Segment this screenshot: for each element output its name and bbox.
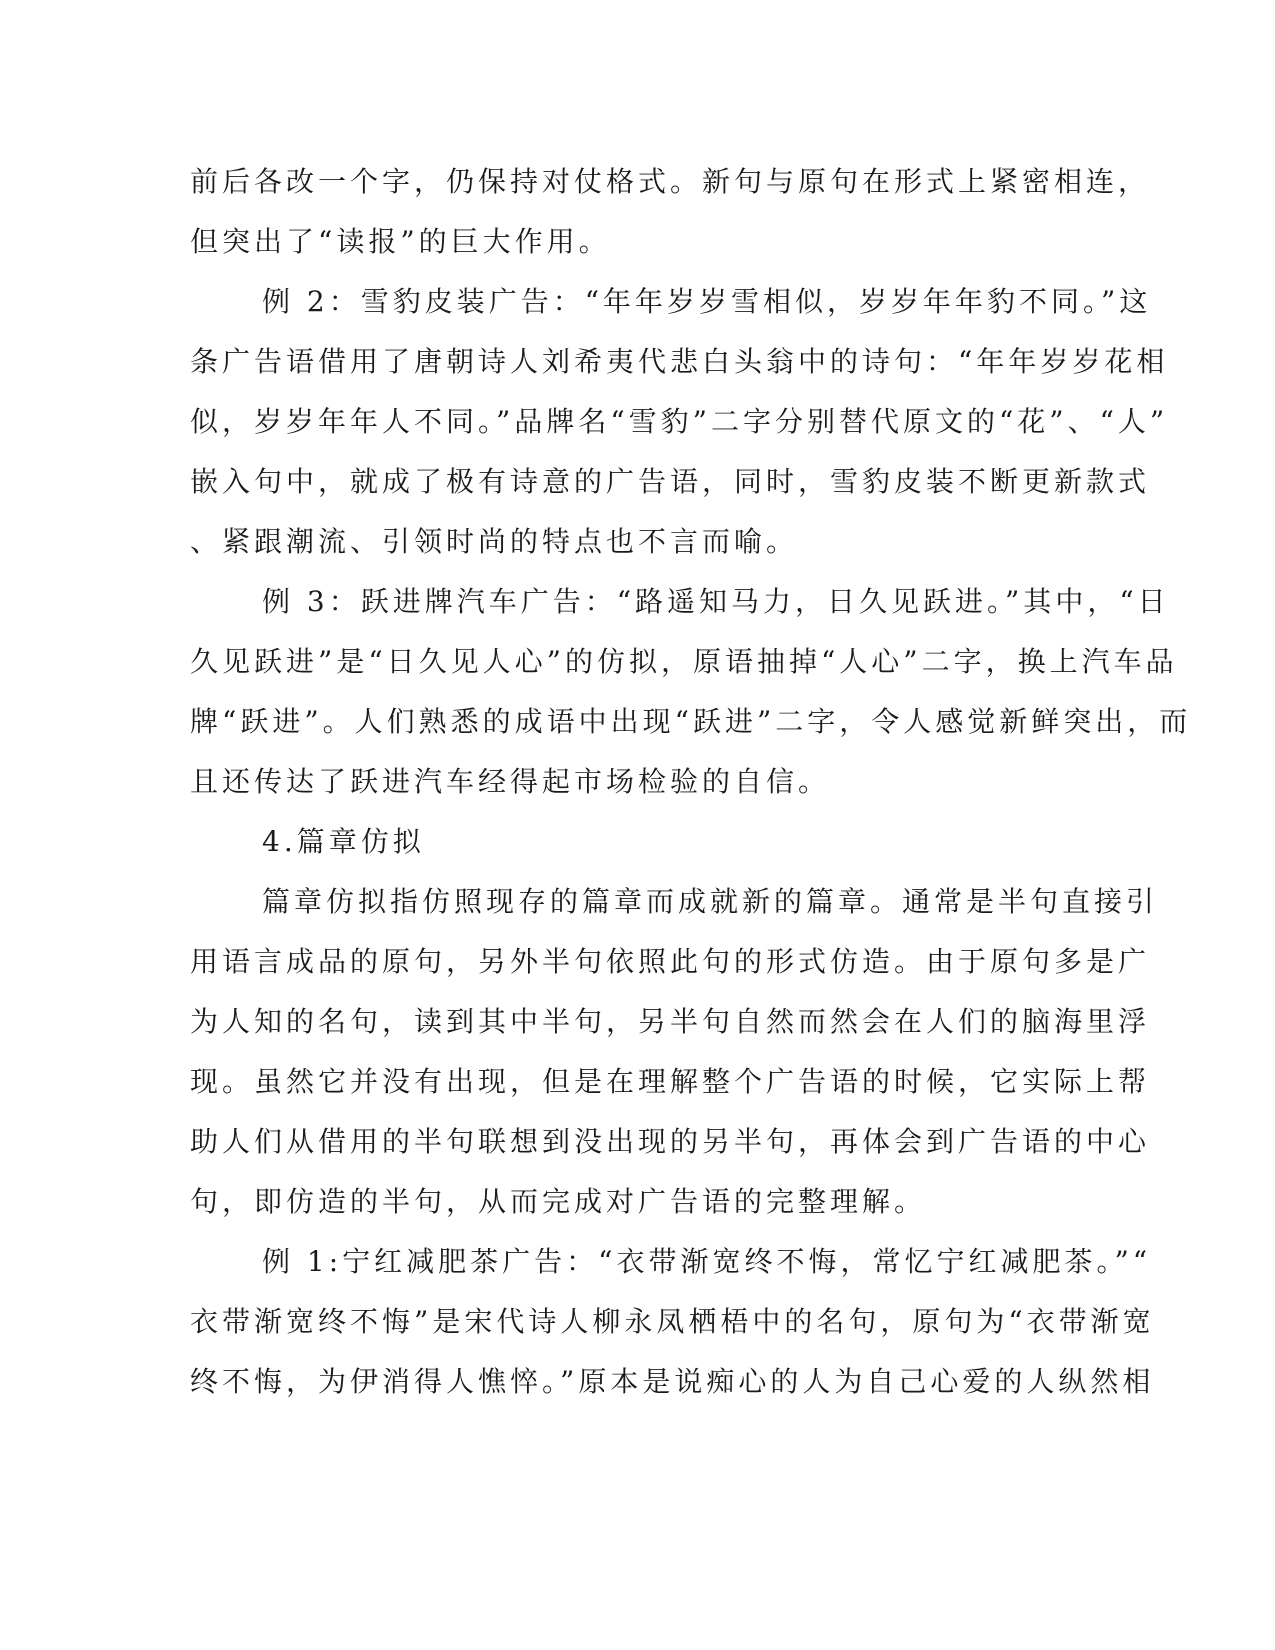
text-line: 助人们从借用的半句联想到没出现的另半句，再体会到广告语的中心 xyxy=(190,1125,1151,1158)
text-line: 终不悔，为伊消得人憔悴。”原本是说痴心的人为自己心爱的人纵然相 xyxy=(190,1365,1155,1398)
paragraph-line: 篇章仿拟指仿照现存的篇章而成就新的篇章。通常是半句直接引 xyxy=(262,885,1159,918)
text-line: 现。虽然它并没有出现，但是在理解整个广告语的时候，它实际上帮 xyxy=(190,1065,1151,1098)
text-line: 且还传达了跃进汽车经得起市场检验的自信。 xyxy=(190,765,831,798)
text-line: 久见跃进”是“日久见人心”的仿拟，原语抽掉“人心”二字，换上汽车品 xyxy=(190,645,1178,678)
text-line: 、紧跟潮流、引领时尚的特点也不言而喻。 xyxy=(190,525,799,558)
text-line: 为人知的名句，读到其中半句，另半句自然而然会在人们的脑海里浮 xyxy=(190,1005,1151,1038)
paragraph-line: 例 3：跃进牌汽车广告：“路遥知马力，日久见跃进。”其中，“日 xyxy=(262,585,1170,618)
text-line: 似，岁岁年年人不同。”品牌名“雪豹”二字分别替代原文的“花”、“人” xyxy=(190,405,1169,438)
section-heading: 4.篇章仿拟 xyxy=(262,825,425,858)
text-line: 前后各改一个字，仍保持对仗格式。新句与原句在形式上紧密相连， xyxy=(190,165,1151,198)
text-line: 条广告语借用了唐朝诗人刘希夷代悲白头翁中的诗句：“年年岁岁花相 xyxy=(190,345,1169,378)
text-line: 但突出了“读报”的巨大作用。 xyxy=(190,225,611,258)
paragraph-line: 例 1:宁红减肥茶广告：“衣带渐宽终不悔，常忆宁红减肥茶。”“ xyxy=(262,1245,1152,1278)
text-line: 用语言成品的原句，另外半句依照此句的形式仿造。由于原句多是广 xyxy=(190,945,1151,978)
text-line: 句，即仿造的半句，从而完成对广告语的完整理解。 xyxy=(190,1185,927,1218)
text-line: 牌“跃进”。人们熟悉的成语中出现“跃进”二字，令人感觉新鲜突出，而 xyxy=(190,705,1192,738)
paragraph-line: 例 2：雪豹皮装广告：“年年岁岁雪相似，岁岁年年豹不同。”这 xyxy=(262,285,1152,318)
text-line: 嵌入句中，就成了极有诗意的广告语，同时，雪豹皮装不断更新款式 xyxy=(190,465,1151,498)
text-line: 衣带渐宽终不悔”是宋代诗人柳永凤栖梧中的名句，原句为“衣带渐宽 xyxy=(190,1305,1155,1338)
